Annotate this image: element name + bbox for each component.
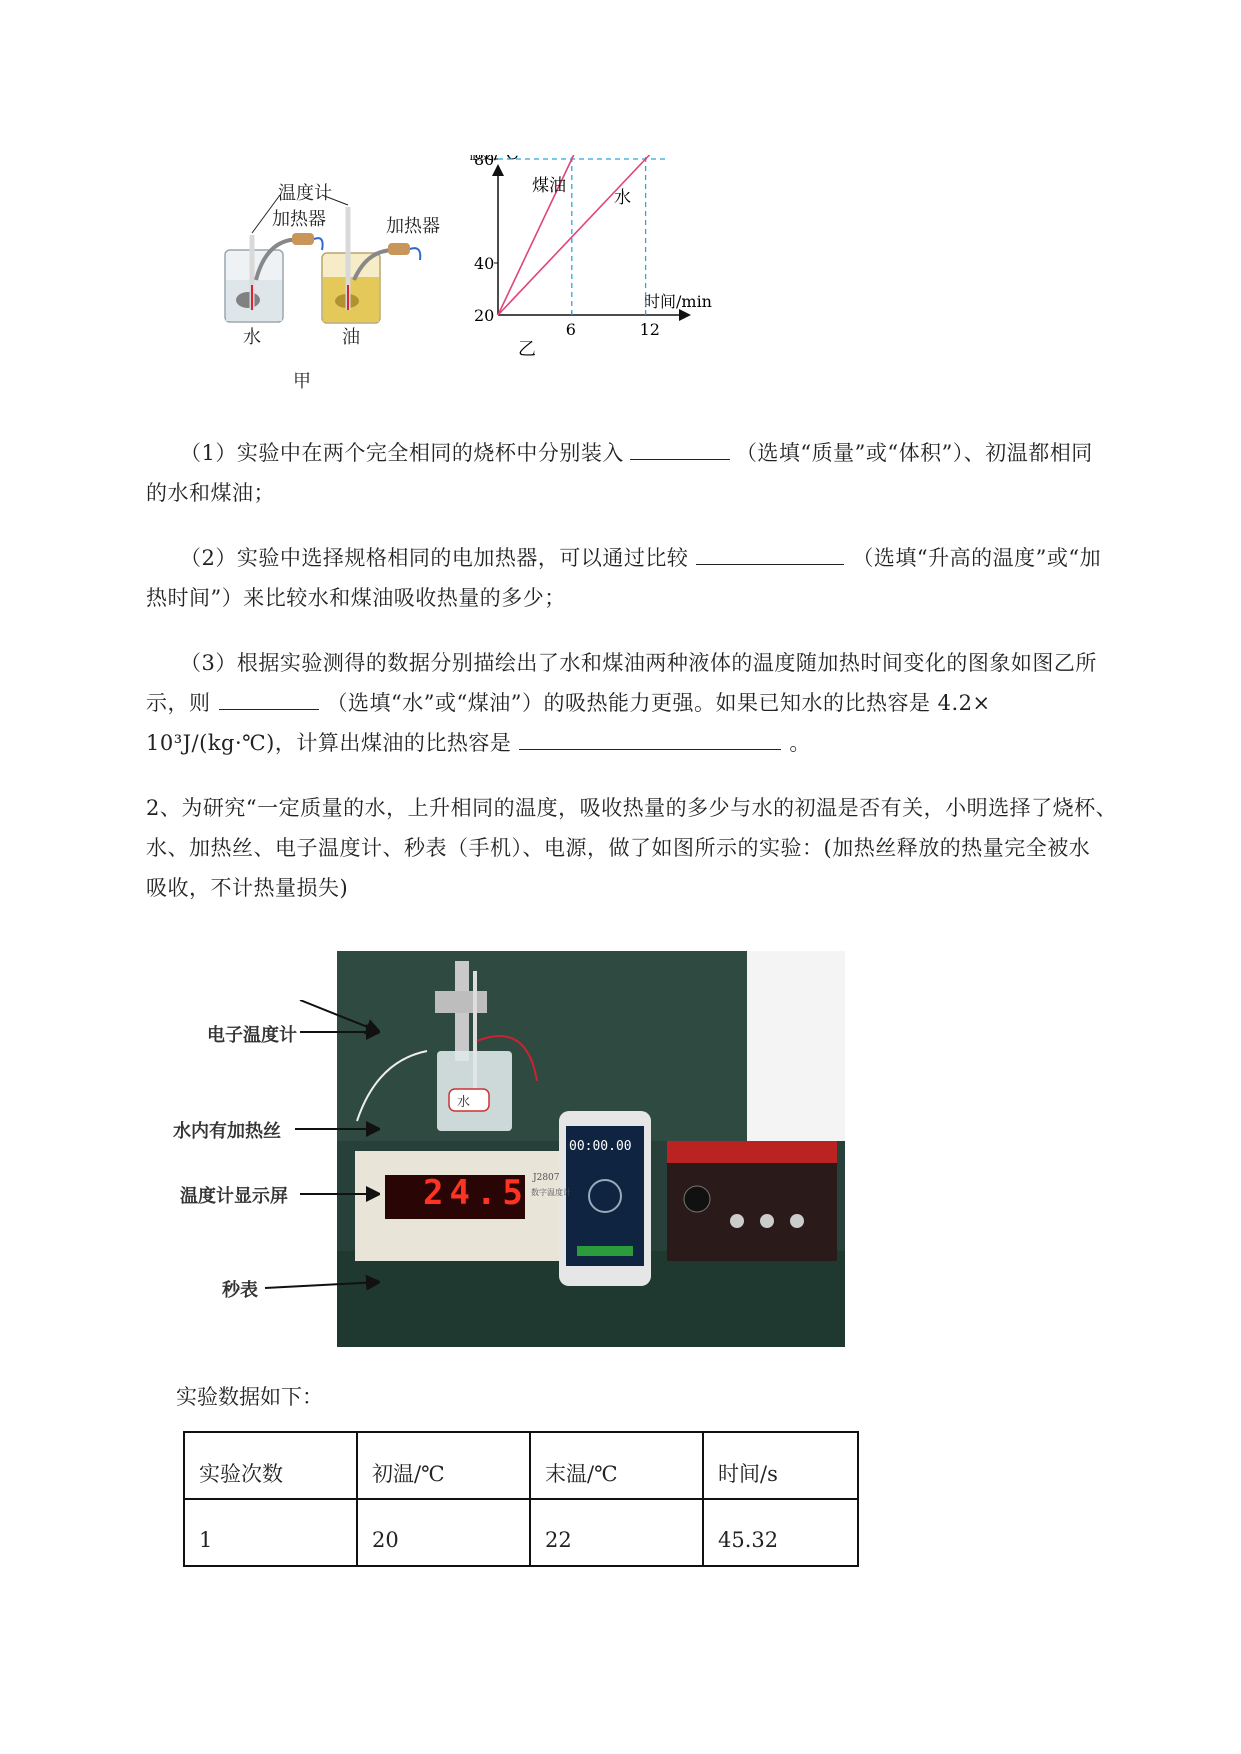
figure-yi [470, 155, 770, 400]
series-line-water [498, 155, 658, 315]
photo-display-value: 24.5 [423, 1173, 529, 1213]
photo-label-heater-wire: 水内有加热丝 [173, 1121, 281, 1142]
label-oil: 油 [342, 327, 360, 348]
series-label-kerosene: 煤油 [532, 176, 566, 196]
q1-suffix: （选填“质量”或“体积”）、初温都相同 [735, 441, 1093, 465]
label-heater-left: 加热器 [272, 209, 326, 230]
x-axis-label: 时间/min [644, 292, 712, 311]
problem2-line1: 2、为研究“一定质量的水，上升相同的温度，吸收热量的多少与水的初温是否有关，小明选择了烧杯、 [146, 796, 1118, 820]
caption-jia: 甲 [293, 371, 311, 392]
data-intro: 实验数据如下： [176, 1385, 323, 1409]
photo-phone-time: 00:00.00 [569, 1139, 632, 1154]
q2-prefix: （2）实验中选择规格相同的电加热器，可以通过比较 [180, 546, 689, 570]
experiment-photo [337, 951, 845, 1347]
table-header-cell: 初温/℃ [357, 1432, 530, 1499]
photo-model: J2807 [533, 1173, 560, 1183]
table-header-cell: 实验次数 [184, 1432, 357, 1499]
table-row [184, 1499, 858, 1566]
q2-blank[interactable] [696, 538, 844, 565]
figure-jia [210, 183, 470, 392]
q3-line1: （3）根据实验测得的数据分别描绘出了水和煤油两种液体的温度随加热时间变化的图象如图乙所 [180, 651, 1097, 675]
x-tick-label: 12 [639, 320, 660, 339]
q1-prefix: （1）实验中在两个完全相同的烧杯中分别装入 [180, 441, 624, 465]
table-header-cell: 时间/s [703, 1432, 858, 1499]
photo-label-stopwatch: 秒表 [222, 1280, 258, 1301]
table-cell: 20 [357, 1499, 530, 1566]
problem2-line2: 水、加热丝、电子温度计、秒表（手机）、电源，做了如图所示的实验：(加热丝释放的热量完全被水 [146, 836, 1091, 860]
table-cell: 45.32 [703, 1499, 858, 1566]
q3-line3-prefix: 10³J/(kg·℃)，计算出煤油的比热容是 [146, 731, 512, 755]
table-cell: 1 [184, 1499, 357, 1566]
photo-label-thermometer: 电子温度计 [207, 1025, 297, 1046]
q3-line3-suffix: 。 [789, 731, 811, 755]
y-tick-label: 20 [474, 306, 495, 325]
caption-yi: 乙 [518, 339, 536, 360]
table-cell: 22 [530, 1499, 703, 1566]
q3-line2-suffix: （选填“水”或“煤油”）的吸热能力更强。如果已知水的比热容是 4.2× [326, 691, 991, 715]
y-tick-label: 80 [474, 155, 495, 169]
table-header-row [184, 1432, 858, 1499]
q1-blank[interactable] [630, 433, 730, 460]
label-heater-right: 加热器 [386, 216, 440, 237]
q1-line2: 的水和煤油； [146, 481, 275, 505]
question-3 [146, 643, 1146, 763]
q2-line2: 热时间”）来比较水和煤油吸收热量的多少； [146, 586, 566, 610]
question-2 [146, 538, 1146, 618]
x-tick-label: 6 [565, 320, 576, 339]
photo-label-display: 温度计显示屏 [180, 1186, 288, 1207]
q3-line2-prefix: 示，则 [146, 691, 211, 715]
series-label-water: 水 [614, 188, 631, 208]
temperature-time-chart [470, 155, 770, 400]
data-table [183, 1431, 859, 1567]
y-tick-label: 40 [474, 254, 495, 273]
label-water: 水 [243, 327, 261, 348]
problem-2 [146, 788, 1146, 908]
question-1 [146, 433, 1146, 513]
label-thermometer: 温度计 [278, 183, 332, 204]
photo-beaker-tag: 水 [457, 1095, 471, 1110]
problem2-line3: 吸收，不计热量损失) [146, 876, 349, 900]
q3-blank-2[interactable] [519, 723, 781, 750]
q2-suffix: （选填“升高的温度”或“加 [852, 546, 1102, 570]
table-header-cell: 末温/℃ [530, 1432, 703, 1499]
photo-model-sub: 数字温度计 [531, 1188, 571, 1197]
q3-blank-1[interactable] [219, 683, 319, 710]
